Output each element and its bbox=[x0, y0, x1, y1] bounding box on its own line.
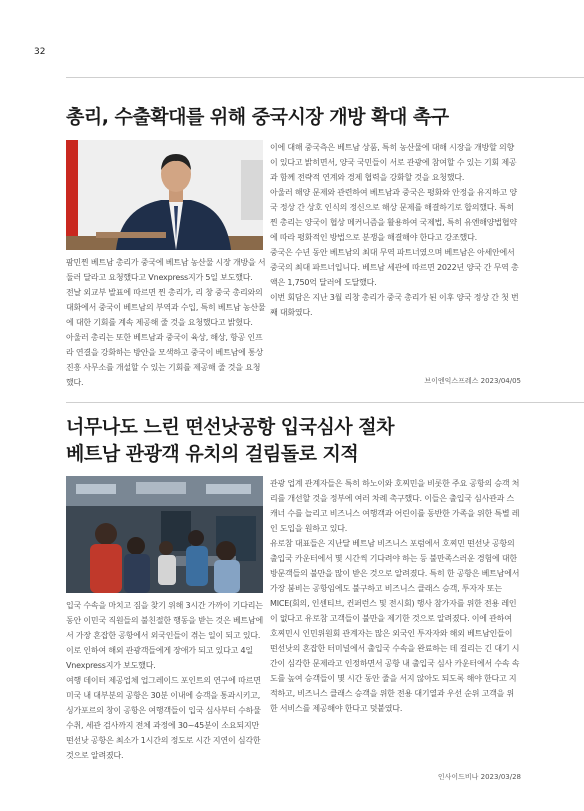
article1-left-paragraph: 전날 외교부 발표에 따르면 찐 총리가, 리 창 중국 총리와의 대화에서 중국이 베트남의 부역과 수입, 특히 베트남 농산물에 대한 기회를 계속 제공해 줄 것을 요청했다고 밝혔다. bbox=[66, 288, 266, 327]
article2-left-column bbox=[66, 598, 266, 763]
article1-right-paragraph: 이번 회담은 지난 3월 리창 총리가 중국 총리가 된 이후 양국 정상 간 첫 번째 대화였다. bbox=[270, 293, 519, 317]
article1-source: 브이엔익스프레스 2023/04/05 bbox=[424, 377, 521, 385]
article2-title bbox=[66, 414, 536, 468]
article1-right-paragraph: 이에 대해 중국측은 베트남 상품, 특히 농산물에 대해 시장을 개방할 의향이 있다고 밝히면서, 양국 국민들이 서로 관광에 참여할 수 있는 기회 제공과 함께 전략적 연계와 경제 협력을 강화할 것을 요청했다. bbox=[270, 143, 517, 182]
article2-left-paragraph: 입국 수속을 마치고 짐을 찾기 위해 3시간 가까이 기다리는 동안 이민국 직원들의 불친절한 행동을 받는 것은 베트남에서 가장 혼잡한 공항에서 외국인들이 겪는 일이 되고 있다. 이로 인하여 해외 관광객들에게 장애가 되고 있다고 4일 Vnexpress지가 보도했다. bbox=[66, 601, 264, 670]
article1-right-column bbox=[270, 140, 521, 320]
article2-photo bbox=[66, 476, 263, 593]
article1-right-paragraph: 아울러 해양 문제와 관련하여 베트남과 중국은 평화와 안정을 유지하고 양국 정상 간 상호 인식의 정신으로 해상 문제를 해결하기로 합의했다. 특히 찐 총리는 양국이 협상 메커니즘을 활용하여 국제법, 특히 유엔해양법협약에 따라 평화적인 방법으로 분쟁을 해결해야 한다고 강조했다. bbox=[270, 188, 517, 242]
article2-right-paragraph: 유로참 대표들은 지난달 베트남 비즈니스 포럼에서 호찌민 떤선낫 공항의 출입국 카운터에서 몇 시간씩 기다려야 하는 등 불만족스러운 경험에 대한 방문객들의 불만을 많이 받은 것으로 알려졌다. 특히 한 공항은 베트남에서 가장 붐비는 공항임에도 불구하고 비즈니스 클래스 승객, 투자자 또는 MICE(회의, 인센티브, 컨퍼런스 및 전시회) 행사 참가자를 위한 전용 레인이 없다고 유로참 고객들이 불만을 제기한 것으로 알려졌다. 이에 관하여 호찌민시 인민위원회 관계자는 많은 외국인 투자자와 해외 베트남인들이 떤선낫의 혼잡한 터미널에서 출입국 수속을 완료하는 데 걸리는 긴 대기 시간이 심각한 문제라고 인정하면서 공항 내 출입국 심사 카운터에서 수속 속도를 높여 승객들이 몇 시간 동안 줄을 서지 않아도 되도록 해야 한다고 지적하고, 비즈니스 클래스 승객을 위한 전용 대기열과 우선 순위 고객을 위한 서비스를 제공해야 한다고 덧붙였다. bbox=[270, 539, 520, 713]
section-divider bbox=[66, 402, 584, 403]
article1-left-column bbox=[66, 255, 266, 390]
article1-right-paragraph: 중국은 수년 동안 베트남의 최대 무역 파트너였으며 베트남은 아세안에서 중국의 최대 파트너입니다. 베트남 세관에 따르면 2022년 양국 간 무역 총액은 1,750억 달러에 도달했다. bbox=[270, 248, 519, 287]
article2-title-line: 베트남 관광객 유치의 걸림돌로 지적 bbox=[66, 443, 359, 465]
article1-left-paragraph: 아울러 총리는 또한 베트남과 중국이 육상, 해상, 항공 인프라 연결을 강화하는 방안을 모색하고 중국이 베트남에 통상 진흥 사무소를 개설할 수 있는 기회를 제공해 줄 것을 요청했다. bbox=[66, 333, 264, 387]
article2-source: 인사이드비나 2023/03/28 bbox=[437, 773, 521, 781]
article1-photo bbox=[66, 140, 263, 250]
article2-title-line: 너무나도 느린 떤선낫공항 입국심사 절차 bbox=[66, 416, 394, 438]
page-number: 32 bbox=[34, 47, 46, 57]
article1-left-paragraph: 팜민찐 베트남 총리가 중국에 베트남 농산물 시장 개방을 서둘러 달라고 요청했다고 Vnexpress지가 5일 보도했다. bbox=[66, 258, 266, 282]
article2-right-paragraph: 관광 업계 관계자들은 특히 하노이와 호찌민을 비롯한 주요 공항의 승객 처리를 개선할 것을 정부에 여러 차례 촉구했다. 이들은 출입국 심사관과 스캐너 수를 늘리고 비즈니스 여행객과 어린이를 동반한 가족을 위한 특별 레인 도입을 원하고 있다. bbox=[270, 479, 520, 533]
article2-right-column bbox=[270, 476, 521, 716]
article2-left-paragraph: 여행 데이터 제공업체 업그레이드 포인트의 연구에 따르면 미국 내 대부분의 공항은 30분 이내에 승객을 통과시키고, 싱가포르의 창이 공항은 여행객들이 입국 심사부터 수하물 수취, 세관 검사까지 전체 과정에 30~45분이 소요되지만 떤선낫 공항은 최소가 1시간의 정도로 시간 지연이 심각한 것으로 알려졌다. bbox=[66, 676, 261, 760]
article1-title: 총리, 수출확대를 위해 중국시장 개방 확대 촉구 bbox=[66, 106, 449, 128]
top-divider bbox=[66, 77, 584, 78]
